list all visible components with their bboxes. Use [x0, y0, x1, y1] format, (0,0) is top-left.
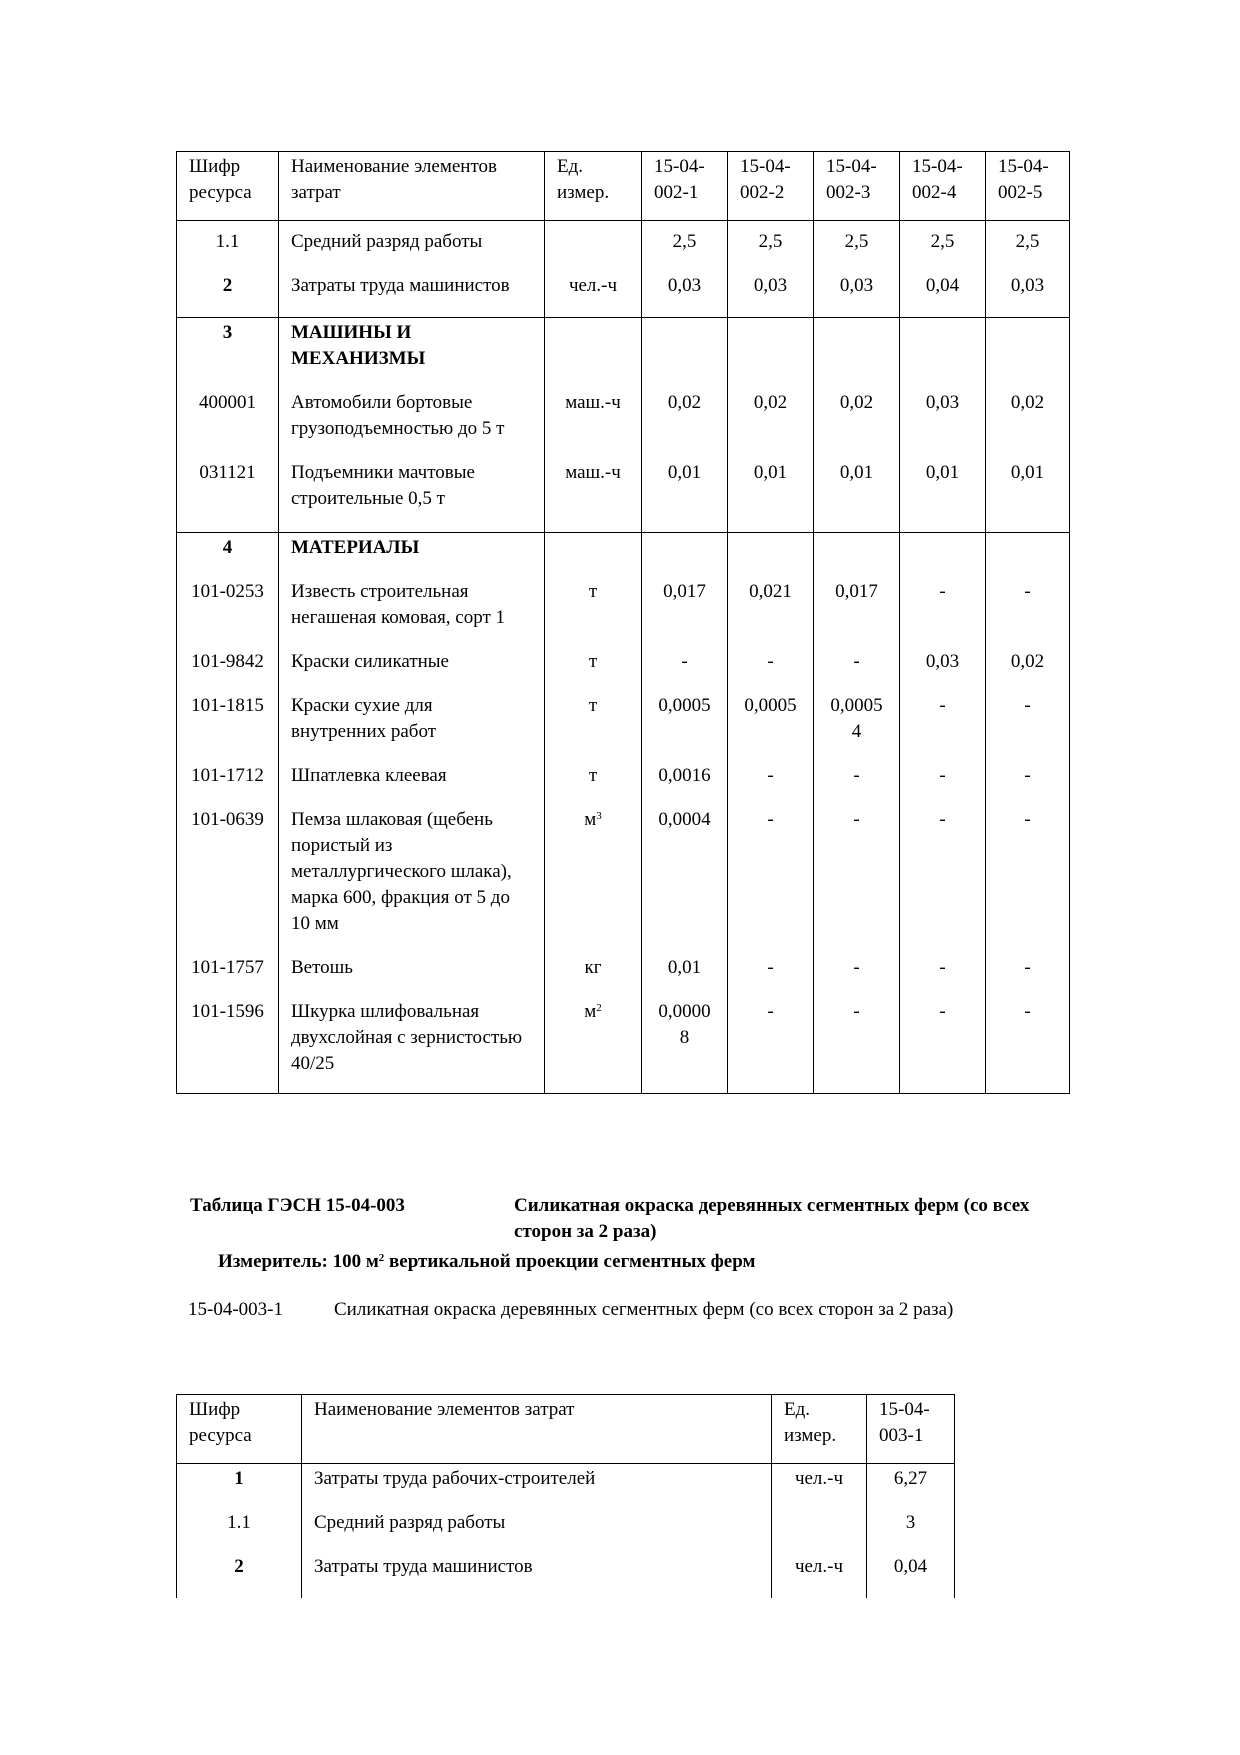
cell-value: 0,03: [986, 255, 1070, 318]
cell-value: -: [900, 579, 986, 649]
cell-value: -: [900, 693, 986, 763]
cell-value: -: [900, 763, 986, 807]
cell-unit: т: [545, 649, 642, 693]
cell-code: 101-1712: [177, 763, 279, 807]
table-row: [177, 649, 1070, 693]
cell-code: 2: [177, 1554, 302, 1598]
table-row: [177, 390, 1070, 460]
cell-unit: [545, 221, 642, 256]
unit-superscript: 2: [596, 1002, 602, 1014]
cell-value: -: [728, 999, 814, 1094]
table-row: [177, 1510, 955, 1554]
cell-name: Затраты труда рабочих-строителей: [302, 1464, 772, 1511]
cell-value: -: [986, 999, 1070, 1094]
cell-unit: чел.-ч: [545, 255, 642, 318]
table-section-row: [177, 318, 1070, 391]
item-code: 15-04-003-1: [188, 1299, 283, 1320]
unit-superscript: 3: [596, 810, 602, 822]
cell-value: 0,04: [900, 255, 986, 318]
cell-value: 0,02: [814, 390, 900, 460]
cell-name: Ветошь: [279, 955, 545, 999]
cell-value: 0,021: [728, 579, 814, 649]
header-code: Шифр ресурса: [177, 152, 279, 221]
table-header-row: [177, 1395, 955, 1464]
cell-value: [642, 318, 728, 391]
cell-value: 0,00008: [642, 999, 728, 1094]
header-name: Наименование элементов затрат: [279, 152, 545, 221]
header-col-3: 15-04-002-3: [814, 152, 900, 221]
cell-unit: [545, 318, 642, 391]
cell-value: -: [728, 763, 814, 807]
cell-code: 4: [177, 533, 279, 580]
cell-unit: т: [545, 763, 642, 807]
table-row: [177, 1464, 955, 1511]
section-title-machines: МАШИНЫ И МЕХАНИЗМЫ: [279, 318, 545, 391]
table-row: [177, 460, 1070, 533]
cell-value: -: [728, 649, 814, 693]
cell-code: 101-1596: [177, 999, 279, 1094]
cell-unit: [545, 999, 642, 1094]
cell-value: 3: [867, 1510, 955, 1554]
section-title-materials: МАТЕРИАЛЫ: [279, 533, 545, 580]
cell-value: [728, 533, 814, 580]
cell-code: 101-1815: [177, 693, 279, 763]
cell-unit: [545, 807, 642, 955]
cell-value: 2,5: [642, 221, 728, 256]
table-row: [177, 1554, 955, 1598]
cell-unit: [545, 533, 642, 580]
cell-value: 0,01: [642, 955, 728, 999]
cell-value: 0,04: [867, 1554, 955, 1598]
cell-code: 031121: [177, 460, 279, 533]
cell-unit: кг: [545, 955, 642, 999]
cell-value: 0,01: [900, 460, 986, 533]
cell-value: [728, 318, 814, 391]
cell-name: Краски силикатные: [279, 649, 545, 693]
cell-name: Затраты труда машинистов: [302, 1554, 772, 1598]
unit-text: м: [584, 809, 597, 830]
cell-value: -: [986, 579, 1070, 649]
cell-value: [986, 318, 1070, 391]
cell-value: -: [986, 807, 1070, 955]
cell-unit: чел.-ч: [772, 1554, 867, 1598]
cell-value: -: [642, 649, 728, 693]
resource-table-15-04-002: [176, 151, 1070, 1094]
table-header-row: [177, 152, 1070, 221]
cell-value: 0,01: [728, 460, 814, 533]
cell-name: Шпатлевка клеевая: [279, 763, 545, 807]
cell-value: 0,02: [986, 390, 1070, 460]
cell-unit: чел.-ч: [772, 1464, 867, 1511]
cell-unit: маш.-ч: [545, 390, 642, 460]
header-unit: Ед. измер.: [772, 1395, 867, 1464]
table-section-row: [177, 533, 1070, 580]
cell-name: Шкурка шлифовальная двухслойная с зернистостью 40/25: [279, 999, 545, 1094]
cell-value: -: [814, 807, 900, 955]
cell-value: 0,03: [814, 255, 900, 318]
table-row: [177, 221, 1070, 256]
table-row: [177, 955, 1070, 999]
cell-name: Средний разряд работы: [302, 1510, 772, 1554]
cell-name: Автомобили бортовые грузоподъемностью до 5 т: [279, 390, 545, 460]
header-col-4: 15-04-002-4: [900, 152, 986, 221]
header-col-5: 15-04-002-5: [986, 152, 1070, 221]
header-unit: Ед. измер.: [545, 152, 642, 221]
cell-value: 0,03: [728, 255, 814, 318]
cell-value: -: [814, 649, 900, 693]
cell-value: 0,03: [900, 390, 986, 460]
cell-code: 101-9842: [177, 649, 279, 693]
cell-value: 0,02: [728, 390, 814, 460]
cell-code: 101-0253: [177, 579, 279, 649]
cell-value: 0,0004: [642, 807, 728, 955]
cell-value: 0,0016: [642, 763, 728, 807]
cell-value: 0,017: [814, 579, 900, 649]
measure-line: [218, 1249, 755, 1275]
cell-value: 2,5: [986, 221, 1070, 256]
cell-value: 0,01: [814, 460, 900, 533]
cell-value: 0,00054: [814, 693, 900, 763]
cell-name: Краски сухие для внутренних работ: [279, 693, 545, 763]
cell-name: Подъемники мачтовые строительные 0,5 т: [279, 460, 545, 533]
item-name: Силикатная окраска деревянных сегментных ферм (со всех сторон за 2 раза): [334, 1299, 954, 1320]
table-row: [177, 255, 1070, 318]
cell-code: 3: [177, 318, 279, 391]
cell-value: [642, 533, 728, 580]
table-row: [177, 579, 1070, 649]
cell-code: 1.1: [177, 221, 279, 256]
table-row: [177, 693, 1070, 763]
measure-prefix: Измеритель: 100 м: [218, 1251, 379, 1272]
cell-value: [814, 533, 900, 580]
header-col-1: 15-04-002-1: [642, 152, 728, 221]
cell-value: 2,5: [728, 221, 814, 256]
cell-value: -: [814, 955, 900, 999]
cell-value: -: [986, 693, 1070, 763]
cell-value: -: [814, 999, 900, 1094]
cell-unit: маш.-ч: [545, 460, 642, 533]
cell-code: 2: [177, 255, 279, 318]
table-row: [177, 807, 1070, 955]
cell-value: 0,01: [986, 460, 1070, 533]
table-label: Таблица ГЭСН 15-04-003: [190, 1195, 405, 1216]
cell-name: Пемза шлаковая (щебень пористый из металлургического шлака), марка 600, фракция от 5 до 10 мм: [279, 807, 545, 955]
cell-value: -: [814, 763, 900, 807]
cell-unit: т: [545, 579, 642, 649]
cell-unit: [772, 1510, 867, 1554]
cell-value: -: [986, 955, 1070, 999]
cell-code: 1: [177, 1464, 302, 1511]
cell-value: [986, 533, 1070, 580]
cell-value: 0,01: [642, 460, 728, 533]
table-title: Силикатная окраска деревянных сегментных ферм (со всех сторон за 2 раза): [514, 1195, 1030, 1242]
cell-value: [900, 318, 986, 391]
cell-value: 0,0005: [642, 693, 728, 763]
table-row: [177, 763, 1070, 807]
cell-value: [900, 533, 986, 580]
cell-name: Средний разряд работы: [279, 221, 545, 256]
cell-value: -: [986, 763, 1070, 807]
cell-unit: т: [545, 693, 642, 763]
header-code: Шифр ресурса: [177, 1395, 302, 1464]
resource-table-15-04-003: [176, 1394, 955, 1598]
cell-value: 0,02: [986, 649, 1070, 693]
cell-name: Затраты труда машинистов: [279, 255, 545, 318]
cell-value: 6,27: [867, 1464, 955, 1511]
cell-value: 0,0005: [728, 693, 814, 763]
cell-value: 0,03: [900, 649, 986, 693]
measure-superscript: 2: [378, 1252, 385, 1264]
unit-text: м: [584, 1001, 597, 1022]
cell-value: -: [900, 999, 986, 1094]
table-row: [177, 999, 1070, 1094]
cell-code: 101-1757: [177, 955, 279, 999]
header-name: Наименование элементов затрат: [302, 1395, 772, 1464]
cell-value: -: [900, 807, 986, 955]
cell-value: 0,03: [642, 255, 728, 318]
cell-value: 2,5: [814, 221, 900, 256]
cell-value: 0,017: [642, 579, 728, 649]
cell-value: [814, 318, 900, 391]
cell-value: -: [728, 807, 814, 955]
header-col-1: 15-04-003-1: [867, 1395, 955, 1464]
cell-code: 400001: [177, 390, 279, 460]
cell-value: -: [900, 955, 986, 999]
measure-suffix: вертикальной проекции сегментных ферм: [384, 1251, 756, 1272]
cell-code: 101-0639: [177, 807, 279, 955]
cell-value: 2,5: [900, 221, 986, 256]
header-col-2: 15-04-002-2: [728, 152, 814, 221]
cell-value: -: [728, 955, 814, 999]
cell-code: 1.1: [177, 1510, 302, 1554]
cell-name: Известь строительная негашеная комовая, сорт 1: [279, 579, 545, 649]
cell-value: 0,02: [642, 390, 728, 460]
